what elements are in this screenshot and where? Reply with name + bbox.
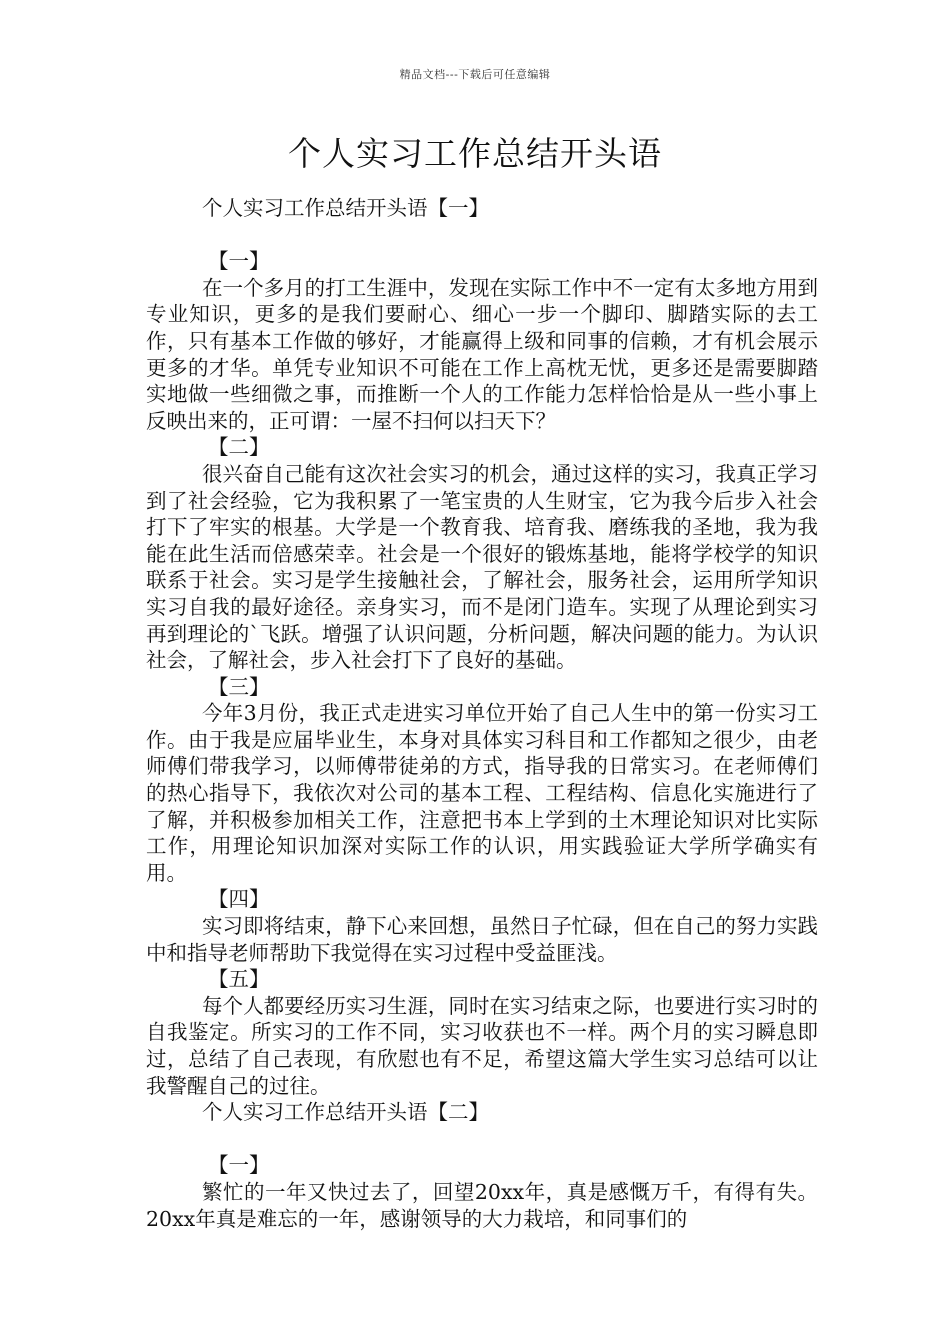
item-mark: 【一】 xyxy=(208,249,270,274)
item-mark: 【四】 xyxy=(208,887,270,912)
section-heading-1: 个人实习工作总结开头语【一】 xyxy=(202,196,489,220)
item-mark: 【五】 xyxy=(208,967,270,992)
blank-line xyxy=(146,222,818,249)
document-body xyxy=(146,195,818,1232)
page-title: 个人实习工作总结开头语 xyxy=(288,134,662,173)
paragraph: 在一个多月的打工生涯中，发现在实际工作中不一定有太多地方用到专业知识，更多的是我们要耐心、细心一步一个脚印、脚踏实际的去工作，只有基本工作做的够好，才能赢得上级和同事的信赖，才有机会展示更多的才华。单凭专业知识不可能在工作上高枕无忧，更多还是需要脚踏实地做一些细微之事，而推断一个人的工作能力怎样恰恰是从一些小事上反映出来的，正可谓：一屋不扫何以扫天下？ xyxy=(146,275,818,433)
header-note: 精品文档---下载后可任意编辑 xyxy=(399,68,551,81)
paragraph: 实习即将结束，静下心来回想，虽然日子忙碌，但在自己的努力实践中和指导老师帮助下我觉得在实习过程中受益匪浅。 xyxy=(146,914,818,965)
section-heading-2: 个人实习工作总结开头语【二】 xyxy=(202,1100,489,1125)
paragraph: 今年3月份，我正式走进实习单位开始了自己人生中的第一份实习工作。由于我是应届毕业生，本身对具体实习科目和工作都知之很少，由老师傅们带我学习，以师傅带徒弟的方式，指导我的日常实习。在老师傅们的热心指导下，我依次对公司的基本工程、工程结构、信息化实施进行了了解，并积极参加相关工作，注意把书本上学到的土木理论知识对比实际工作，用理论知识加深对实际工作的认识，用实践验证大学所学确实有用。 xyxy=(146,701,818,885)
paragraph: 每个人都要经历实习生涯，同时在实习结束之际，也要进行实习时的自我鉴定。所实习的工作不同，实习收获也不一样。两个月的实习瞬息即过，总结了自己表现，有欣慰也有不足，希望这篇大学生实习总结可以让我警醒自己的过往。 xyxy=(146,993,818,1098)
item-mark: 【二】 xyxy=(208,435,270,460)
paragraph: 繁忙的一年又快过去了，回望20xx年，真是感慨万千，有得有失。20xx年真是难忘的一年，感谢领导的大力栽培，和同事们的 xyxy=(146,1179,818,1231)
blank-line xyxy=(146,1126,818,1153)
item-mark: 【三】 xyxy=(208,674,270,699)
item-mark: 【一】 xyxy=(208,1153,270,1178)
paragraph: 很兴奋自己能有这次社会实习的机会，通过这样的实习，我真正学习到了社会经验，它为我积累了一笔宝贵的人生财宝，它为我今后步入社会打下了牢实的根基。大学是一个教育我、培育我、磨练我的圣地，我为我能在此生活而倍感荣幸。社会是一个很好的锻炼基地，能将学校学的知识联系于社会。实习是学生接触社会，了解社会，服务社会，运用所学知识实习自我的最好途径。亲身实习，而不是闭门造车。实现了从理论到实习再到理论的`飞跃。增强了认识问题，分析问题，解决问题的能力。为认识社会，了解社会，步入社会打下了良好的基础。 xyxy=(146,461,818,673)
